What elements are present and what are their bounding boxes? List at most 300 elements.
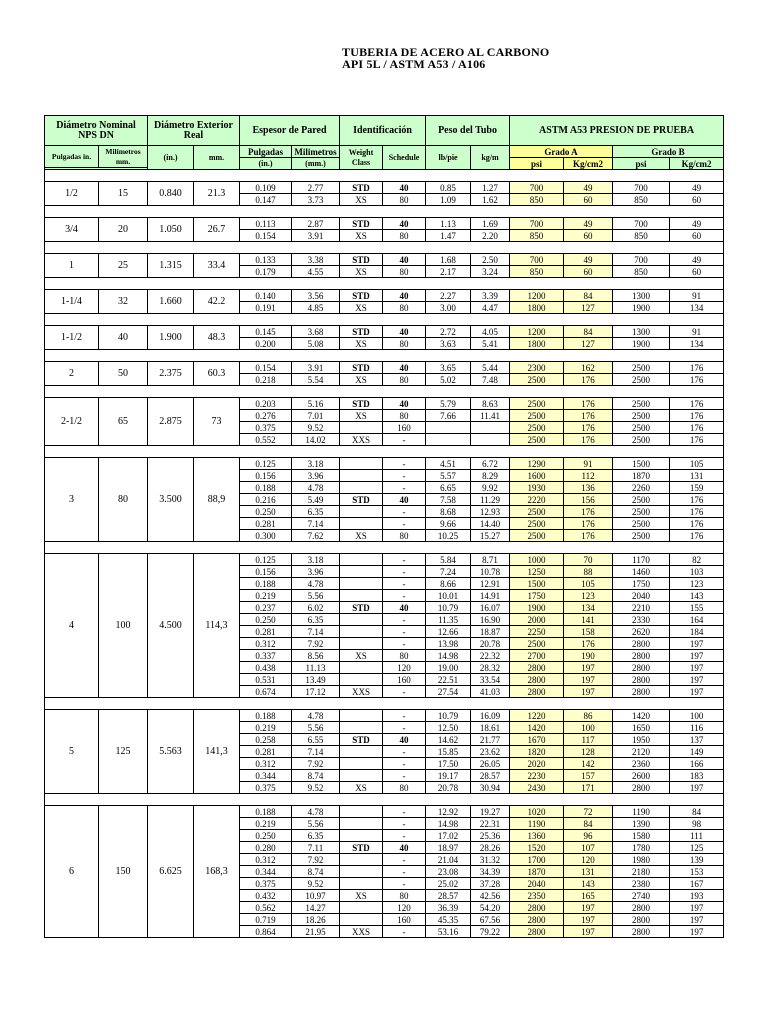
- cell-kgcm2-b: 149: [670, 746, 724, 758]
- cell-psi-b: 2800: [613, 902, 670, 914]
- cell-kgcm2-b: 176: [670, 398, 724, 410]
- cell-weight-class: [340, 806, 383, 818]
- cell-kgcm2-a: 197: [564, 926, 613, 938]
- cell-thick-in: 0.188: [240, 578, 292, 590]
- cell-kgcm2-a: 162: [564, 362, 613, 374]
- cell-thick-in: 0.147: [240, 194, 292, 206]
- cell-weight-class: STD: [340, 254, 383, 266]
- cell-weight-class: [340, 818, 383, 830]
- cell-lbpie: 53.16: [426, 926, 471, 938]
- cell-psi-a: 1020: [510, 806, 564, 818]
- cell-psi-a: 2300: [510, 362, 564, 374]
- cell-lbpie: 18.97: [426, 842, 471, 854]
- cell-kgcm2-a: 127: [564, 302, 613, 314]
- cell-schedule: -: [383, 578, 426, 590]
- cell-schedule: -: [383, 926, 426, 938]
- cell-kgcm2-a: 176: [564, 398, 613, 410]
- cell-lbpie: 0.85: [426, 182, 471, 194]
- cell-lbpie: 17.50: [426, 758, 471, 770]
- cell-thick-in: 0.188: [240, 482, 292, 494]
- cell-psi-b: 1870: [613, 470, 670, 482]
- cell-psi-b: 2120: [613, 746, 670, 758]
- cell-schedule: 40: [383, 398, 426, 410]
- cell-thick-mm: 11.13: [292, 662, 340, 674]
- cell-psi-a: 1700: [510, 854, 564, 866]
- header-kgcm2-b: Kg/cm2: [670, 158, 724, 170]
- cell-kgcm2-b: 49: [670, 254, 724, 266]
- cell-thick-mm: 3.18: [292, 554, 340, 566]
- cell-schedule: -: [383, 506, 426, 518]
- header-thick-mm: (mm.): [292, 158, 340, 170]
- cell-psi-b: 2500: [613, 434, 670, 446]
- cell-kgcm2-a: 88: [564, 566, 613, 578]
- cell-kgcm2-b: 176: [670, 494, 724, 506]
- cell-kgm: 10.78: [471, 566, 510, 578]
- cell-thick-mm: 10.97: [292, 890, 340, 902]
- cell-thick-mm: 4.85: [292, 302, 340, 314]
- cell-weight-class: [340, 674, 383, 686]
- cell-psi-a: 2500: [510, 506, 564, 518]
- cell-thick-mm: 6.55: [292, 734, 340, 746]
- cell-psi-b: 2620: [613, 626, 670, 638]
- cell-psi-a: 2700: [510, 650, 564, 662]
- cell-schedule: 40: [383, 602, 426, 614]
- cell-schedule: 40: [383, 842, 426, 854]
- cell-kgm: 22.32: [471, 650, 510, 662]
- cell-thick-in: 0.218: [240, 374, 292, 386]
- cell-psi-a: 2800: [510, 902, 564, 914]
- cell-kgcm2-a: 96: [564, 830, 613, 842]
- cell-psi-b: 700: [613, 254, 670, 266]
- cell-kgm: 26.05: [471, 758, 510, 770]
- cell-kgcm2-b: 183: [670, 770, 724, 782]
- cell-thick-in: 0.312: [240, 758, 292, 770]
- cell-od-in: 1.660: [148, 290, 194, 314]
- cell-kgcm2-a: 197: [564, 674, 613, 686]
- cell-od-in: 3.500: [148, 458, 194, 542]
- cell-weight-class: STD: [340, 290, 383, 302]
- cell-kgm: 30.94: [471, 782, 510, 794]
- cell-dn: 150: [99, 806, 148, 938]
- table-row: [45, 218, 724, 230]
- cell-kgcm2-a: 142: [564, 758, 613, 770]
- cell-kgm: 2.50: [471, 254, 510, 266]
- cell-nps: 3/4: [45, 218, 99, 242]
- cell-kgcm2-b: 134: [670, 338, 724, 350]
- cell-kgm: 5.44: [471, 362, 510, 374]
- cell-thick-in: 0.438: [240, 662, 292, 674]
- cell-lbpie: [426, 434, 471, 446]
- cell-kgcm2-a: 134: [564, 602, 613, 614]
- cell-schedule: -: [383, 854, 426, 866]
- cell-od-in: 6.625: [148, 806, 194, 938]
- cell-kgcm2-b: 193: [670, 890, 724, 902]
- cell-schedule: 160: [383, 914, 426, 926]
- cell-thick-mm: 7.11: [292, 842, 340, 854]
- cell-lbpie: 10.79: [426, 710, 471, 722]
- cell-thick-mm: 4.78: [292, 482, 340, 494]
- cell-weight-class: STD: [340, 494, 383, 506]
- cell-schedule: -: [383, 458, 426, 470]
- cell-thick-mm: 4.78: [292, 806, 340, 818]
- cell-weight-class: XS: [340, 650, 383, 662]
- cell-lbpie: 13.98: [426, 638, 471, 650]
- cell-od-mm: 88,9: [194, 458, 240, 542]
- cell-psi-b: 850: [613, 230, 670, 242]
- header-psi-b: psi: [613, 158, 670, 170]
- cell-psi-a: 1420: [510, 722, 564, 734]
- cell-schedule: -: [383, 722, 426, 734]
- cell-psi-b: 2500: [613, 530, 670, 542]
- cell-psi-a: 2250: [510, 626, 564, 638]
- cell-od-in: 1.050: [148, 218, 194, 242]
- cell-schedule: -: [383, 566, 426, 578]
- cell-psi-a: 1000: [510, 554, 564, 566]
- cell-kgcm2-b: 103: [670, 566, 724, 578]
- cell-schedule: 40: [383, 290, 426, 302]
- header-pulgadas: Pulgadas: [240, 146, 292, 158]
- cell-thick-in: 0.154: [240, 230, 292, 242]
- cell-kgcm2-a: 128: [564, 746, 613, 758]
- cell-thick-in: 0.552: [240, 434, 292, 446]
- cell-thick-in: 0.344: [240, 866, 292, 878]
- cell-thick-in: 0.219: [240, 818, 292, 830]
- cell-dn: 50: [99, 362, 148, 386]
- cell-psi-a: 2000: [510, 614, 564, 626]
- cell-kgcm2-a: 91: [564, 458, 613, 470]
- cell-psi-a: 2500: [510, 374, 564, 386]
- header-od-in: (in.): [148, 146, 194, 170]
- cell-kgm: 28.26: [471, 842, 510, 854]
- cell-thick-in: 0.203: [240, 398, 292, 410]
- cell-kgcm2-b: 197: [670, 674, 724, 686]
- cell-psi-b: 1900: [613, 338, 670, 350]
- cell-od-mm: 42.2: [194, 290, 240, 314]
- cell-schedule: 40: [383, 182, 426, 194]
- cell-schedule: -: [383, 590, 426, 602]
- cell-psi-b: 2210: [613, 602, 670, 614]
- cell-weight-class: STD: [340, 218, 383, 230]
- header-od-mm: mm.: [194, 146, 240, 170]
- cell-kgcm2-b: 197: [670, 782, 724, 794]
- cell-psi-a: 700: [510, 218, 564, 230]
- cell-kgcm2-b: 176: [670, 374, 724, 386]
- cell-weight-class: [340, 554, 383, 566]
- cell-psi-b: 1170: [613, 554, 670, 566]
- cell-psi-b: 2800: [613, 914, 670, 926]
- cell-kgm: 2.20: [471, 230, 510, 242]
- cell-psi-a: 2800: [510, 914, 564, 926]
- cell-psi-a: 1360: [510, 830, 564, 842]
- cell-nps: 6: [45, 806, 99, 938]
- cell-thick-in: 0.154: [240, 362, 292, 374]
- cell-thick-mm: 17.12: [292, 686, 340, 698]
- cell-kgm: 37.28: [471, 878, 510, 890]
- cell-kgcm2-b: 60: [670, 194, 724, 206]
- cell-thick-mm: 6.02: [292, 602, 340, 614]
- group-spacer: [45, 446, 724, 458]
- cell-lbpie: 8.68: [426, 506, 471, 518]
- cell-lbpie: 27.54: [426, 686, 471, 698]
- group-spacer: [45, 314, 724, 326]
- cell-kgcm2-a: 156: [564, 494, 613, 506]
- cell-od-in: 2.375: [148, 362, 194, 386]
- cell-lbpie: 3.00: [426, 302, 471, 314]
- table-body: [45, 170, 724, 938]
- cell-weight-class: [340, 878, 383, 890]
- table-header: [45, 116, 724, 170]
- table-row: [45, 806, 724, 818]
- cell-psi-b: 2600: [613, 770, 670, 782]
- cell-psi-b: 1300: [613, 290, 670, 302]
- cell-psi-a: 2020: [510, 758, 564, 770]
- cell-thick-mm: 2.87: [292, 218, 340, 230]
- cell-schedule: -: [383, 878, 426, 890]
- cell-thick-mm: 7.01: [292, 410, 340, 422]
- cell-od-mm: 114,3: [194, 554, 240, 698]
- cell-weight-class: XS: [340, 338, 383, 350]
- cell-thick-in: 0.276: [240, 410, 292, 422]
- cell-kgm: 79.22: [471, 926, 510, 938]
- cell-thick-mm: 5.56: [292, 722, 340, 734]
- cell-weight-class: [340, 578, 383, 590]
- cell-psi-a: 2220: [510, 494, 564, 506]
- cell-thick-in: 0.188: [240, 710, 292, 722]
- cell-weight-class: [340, 470, 383, 482]
- cell-thick-in: 0.312: [240, 854, 292, 866]
- cell-thick-in: 0.200: [240, 338, 292, 350]
- cell-thick-in: 0.156: [240, 566, 292, 578]
- cell-kgcm2-b: 91: [670, 290, 724, 302]
- cell-thick-mm: 3.73: [292, 194, 340, 206]
- cell-schedule: 80: [383, 410, 426, 422]
- cell-weight-class: [340, 758, 383, 770]
- cell-thick-in: 0.375: [240, 782, 292, 794]
- cell-weight-class: XS: [340, 782, 383, 794]
- cell-kgcm2-b: 91: [670, 326, 724, 338]
- cell-thick-mm: 13.49: [292, 674, 340, 686]
- cell-thick-in: 0.188: [240, 806, 292, 818]
- cell-lbpie: 2.27: [426, 290, 471, 302]
- cell-kgcm2-a: 131: [564, 866, 613, 878]
- cell-psi-a: 2500: [510, 422, 564, 434]
- cell-thick-mm: 5.08: [292, 338, 340, 350]
- cell-kgcm2-a: 72: [564, 806, 613, 818]
- table-row: [45, 398, 724, 410]
- cell-kgcm2-a: 176: [564, 422, 613, 434]
- cell-thick-in: 0.674: [240, 686, 292, 698]
- cell-thick-mm: 9.52: [292, 422, 340, 434]
- header-exterior: Diámetro Exterior Real: [148, 116, 240, 146]
- cell-kgm: 1.27: [471, 182, 510, 194]
- group-spacer: [45, 698, 724, 710]
- cell-thick-mm: 5.49: [292, 494, 340, 506]
- cell-schedule: 40: [383, 326, 426, 338]
- pipe-spec-table: [44, 115, 724, 938]
- cell-kgcm2-a: 176: [564, 434, 613, 446]
- header-milimetros-mm: Milimetros mm.: [99, 146, 148, 168]
- cell-thick-in: 0.109: [240, 182, 292, 194]
- cell-kgcm2-b: 176: [670, 506, 724, 518]
- cell-kgcm2-a: 171: [564, 782, 613, 794]
- cell-od-mm: 141,3: [194, 710, 240, 794]
- cell-weight-class: STD: [340, 842, 383, 854]
- cell-thick-mm: 3.91: [292, 230, 340, 242]
- cell-lbpie: 21.04: [426, 854, 471, 866]
- cell-weight-class: XXS: [340, 686, 383, 698]
- cell-psi-b: 1950: [613, 734, 670, 746]
- cell-psi-b: 2260: [613, 482, 670, 494]
- cell-thick-mm: 3.96: [292, 566, 340, 578]
- cell-thick-in: 0.864: [240, 926, 292, 938]
- cell-psi-b: 1420: [613, 710, 670, 722]
- cell-weight-class: STD: [340, 398, 383, 410]
- cell-kgm: 7.48: [471, 374, 510, 386]
- cell-psi-a: 850: [510, 194, 564, 206]
- cell-kgcm2-a: 197: [564, 686, 613, 698]
- cell-weight-class: [340, 638, 383, 650]
- table-row: [45, 710, 724, 722]
- cell-weight-class: [340, 662, 383, 674]
- cell-kgcm2-a: 112: [564, 470, 613, 482]
- cell-thick-mm: 3.18: [292, 458, 340, 470]
- cell-weight-class: [340, 518, 383, 530]
- cell-lbpie: 7.58: [426, 494, 471, 506]
- cell-kgm: 28.32: [471, 662, 510, 674]
- header-kgm: kg/m: [471, 146, 510, 170]
- cell-kgcm2-b: 60: [670, 230, 724, 242]
- cell-thick-in: 0.237: [240, 602, 292, 614]
- cell-psi-b: 2500: [613, 518, 670, 530]
- cell-weight-class: [340, 614, 383, 626]
- cell-psi-a: 850: [510, 230, 564, 242]
- cell-kgcm2-b: 123: [670, 578, 724, 590]
- cell-dn: 65: [99, 398, 148, 446]
- cell-psi-b: 850: [613, 194, 670, 206]
- cell-kgm: 16.09: [471, 710, 510, 722]
- title-line-1: TUBERIA DE ACERO AL CARBONO: [342, 45, 550, 59]
- table-row: [45, 554, 724, 566]
- cell-kgcm2-a: 158: [564, 626, 613, 638]
- cell-kgm: 5.41: [471, 338, 510, 350]
- cell-schedule: -: [383, 638, 426, 650]
- cell-psi-b: 1390: [613, 818, 670, 830]
- cell-weight-class: STD: [340, 182, 383, 194]
- cell-psi-a: 2800: [510, 662, 564, 674]
- cell-weight-class: [340, 482, 383, 494]
- cell-dn: 100: [99, 554, 148, 698]
- group-spacer: [45, 170, 724, 182]
- cell-psi-b: 850: [613, 266, 670, 278]
- cell-kgm: [471, 434, 510, 446]
- cell-psi-b: 700: [613, 218, 670, 230]
- cell-psi-b: 2800: [613, 686, 670, 698]
- cell-kgcm2-a: 197: [564, 902, 613, 914]
- title-line-2: API 5L / ASTM A53 / A106: [342, 57, 486, 71]
- cell-thick-mm: 21.95: [292, 926, 340, 938]
- cell-od-mm: 48.3: [194, 326, 240, 350]
- cell-od-mm: 60.3: [194, 362, 240, 386]
- cell-thick-mm: 5.54: [292, 374, 340, 386]
- cell-nps: 4: [45, 554, 99, 698]
- cell-schedule: 80: [383, 530, 426, 542]
- cell-thick-mm: 6.35: [292, 614, 340, 626]
- cell-thick-mm: 2.77: [292, 182, 340, 194]
- cell-schedule: 160: [383, 422, 426, 434]
- cell-psi-a: 1200: [510, 326, 564, 338]
- cell-lbpie: 5.57: [426, 470, 471, 482]
- cell-schedule: -: [383, 806, 426, 818]
- cell-kgm: 21.77: [471, 734, 510, 746]
- cell-kgcm2-b: 137: [670, 734, 724, 746]
- cell-lbpie: 3.63: [426, 338, 471, 350]
- cell-kgcm2-a: 100: [564, 722, 613, 734]
- cell-psi-b: 2500: [613, 410, 670, 422]
- cell-kgcm2-b: 184: [670, 626, 724, 638]
- cell-thick-mm: 6.35: [292, 830, 340, 842]
- cell-thick-in: 0.300: [240, 530, 292, 542]
- cell-lbpie: 1.68: [426, 254, 471, 266]
- cell-thick-mm: 3.68: [292, 326, 340, 338]
- cell-kgm: 3.24: [471, 266, 510, 278]
- cell-thick-in: 0.125: [240, 458, 292, 470]
- cell-lbpie: 4.51: [426, 458, 471, 470]
- cell-kgcm2-a: 60: [564, 266, 613, 278]
- cell-kgm: 18.61: [471, 722, 510, 734]
- cell-kgm: 54.20: [471, 902, 510, 914]
- cell-thick-mm: 4.78: [292, 710, 340, 722]
- cell-kgcm2-a: 176: [564, 410, 613, 422]
- cell-kgcm2-a: 127: [564, 338, 613, 350]
- document-title: [342, 46, 549, 70]
- cell-od-in: 4.500: [148, 554, 194, 698]
- cell-dn: 32: [99, 290, 148, 314]
- cell-kgcm2-a: 105: [564, 578, 613, 590]
- cell-lbpie: 12.50: [426, 722, 471, 734]
- cell-lbpie: 7.24: [426, 566, 471, 578]
- header-schedule: Schedule: [383, 146, 426, 170]
- cell-lbpie: [426, 422, 471, 434]
- cell-thick-in: 0.113: [240, 218, 292, 230]
- cell-thick-mm: 5.56: [292, 590, 340, 602]
- cell-kgm: 67.56: [471, 914, 510, 926]
- cell-thick-in: 0.250: [240, 614, 292, 626]
- cell-kgcm2-a: 107: [564, 842, 613, 854]
- cell-schedule: -: [383, 818, 426, 830]
- cell-kgcm2-b: 139: [670, 854, 724, 866]
- cell-psi-a: 2500: [510, 398, 564, 410]
- cell-schedule: 160: [383, 674, 426, 686]
- cell-kgcm2-a: 176: [564, 374, 613, 386]
- cell-weight-class: STD: [340, 362, 383, 374]
- cell-dn: 125: [99, 710, 148, 794]
- cell-psi-a: 1750: [510, 590, 564, 602]
- cell-kgcm2-a: 120: [564, 854, 613, 866]
- cell-kgm: 19.27: [471, 806, 510, 818]
- cell-weight-class: STD: [340, 734, 383, 746]
- cell-kgcm2-b: 197: [670, 902, 724, 914]
- group-spacer: [45, 206, 724, 218]
- cell-od-in: 1.315: [148, 254, 194, 278]
- cell-psi-a: 1250: [510, 566, 564, 578]
- cell-psi-b: 1900: [613, 302, 670, 314]
- cell-kgcm2-b: 143: [670, 590, 724, 602]
- cell-psi-a: 700: [510, 254, 564, 266]
- cell-psi-a: 1190: [510, 818, 564, 830]
- cell-lbpie: 23.08: [426, 866, 471, 878]
- cell-kgm: 20.78: [471, 638, 510, 650]
- cell-od-mm: 33.4: [194, 254, 240, 278]
